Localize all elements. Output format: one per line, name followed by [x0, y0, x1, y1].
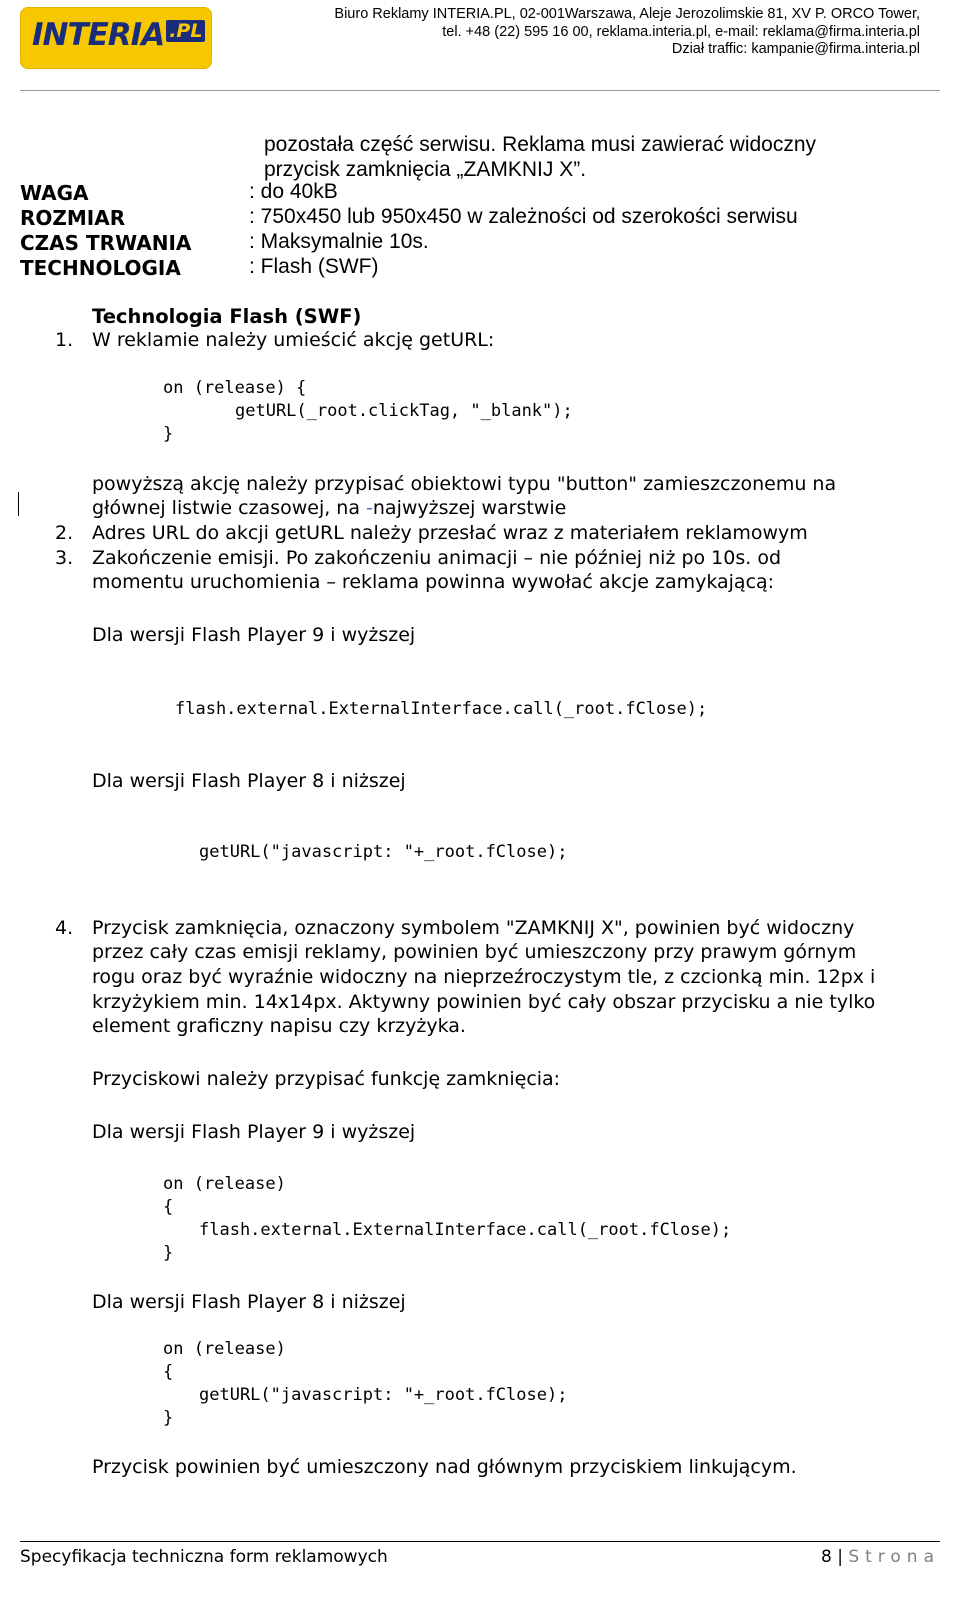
intro-line-2: przycisk zamknięcia „ZAMKNIJ X”. [264, 158, 587, 181]
item-1-number: 1. [55, 329, 74, 351]
code-5-line-4: } [163, 1408, 174, 1428]
code-4-line-3: flash.external.ExternalInterface.call(_root.fClose); [199, 1220, 732, 1240]
spec-value-czas: : Maksymalnie 10s. [249, 230, 429, 253]
code-5-line-2: { [163, 1362, 174, 1382]
note-text-c: najwyższej warstwie [372, 497, 567, 519]
code-3: getURL("javascript: "+_root.fClose); [199, 842, 568, 862]
code-4-line-4: } [163, 1243, 174, 1263]
section-title: Technologia Flash (SWF) [92, 305, 362, 328]
item-4-line-1: Przycisk zamknięcia, oznaczony symbolem "ZAMKNIJ X", powinien być widoczny [92, 917, 855, 939]
logo-text: INTERIA [32, 17, 165, 53]
header-divider [20, 90, 940, 91]
interia-logo [20, 7, 212, 69]
spec-value-technologia: : Flash (SWF) [249, 255, 379, 278]
intro-line-1: pozostała część serwisu. Reklama musi zawierać widoczny [264, 133, 817, 156]
spec-label-rozmiar: ROZMIAR [20, 206, 126, 230]
contact-line-3: Dział traffic: kampanie@firma.interia.pl [671, 41, 920, 57]
footer-page [821, 1547, 940, 1567]
note-dash: - [366, 497, 373, 519]
item-1-note-line-1: powyższą akcję należy przypisać obiektowi typu "button" zamieszczonemu na [92, 473, 837, 495]
spec-label-technologia: TECHNOLOGIA [20, 256, 181, 280]
code-1-line-1: on (release) { [163, 378, 307, 398]
item-1-note-line-2 [92, 496, 566, 521]
code-1-line-3: } [163, 424, 174, 444]
footer-doc-title: Specyfikacja techniczna form reklamowych [20, 1547, 388, 1567]
item-3-line-1: Zakończenie emisji. Po zakończeniu animacji – nie później niż po 10s. od [92, 547, 782, 569]
item-4-line-3: rogu oraz być wyraźnie widoczny na nieprzeźroczystym tle, z czcionką min. 12px i [92, 966, 876, 988]
note-text-a: głównej listwie czasowej, na [92, 497, 367, 519]
code-2: flash.external.ExternalInterface.call(_root.fClose); [175, 699, 708, 719]
code-1-line-2: getURL(_root.clickTag, "_blank"); [235, 401, 573, 421]
code-4-line-1: on (release) [163, 1174, 286, 1194]
flash-player-9-label-a: Dla wersji Flash Player 9 i wyższej [92, 624, 416, 646]
item-4-line-4: krzyżykiem min. 14x14px. Aktywny powinien być cały obszar przycisku a nie tylko [92, 991, 876, 1013]
intro-text [264, 132, 816, 182]
page-separator: | [837, 1547, 843, 1567]
code-4-line-2: { [163, 1197, 174, 1217]
item-3-number: 3. [55, 547, 74, 569]
item-4-number: 4. [55, 917, 74, 939]
code-5-line-1: on (release) [163, 1339, 286, 1359]
page-word: Strona [848, 1547, 940, 1567]
contact-line-2: tel. +48 (22) 595 16 00, reklama.interia.pl, e-mail: reklama@firma.interia.pl [442, 23, 920, 40]
assign-function-text: Przyciskowi należy przypisać funkcję zamknięcia: [92, 1068, 561, 1090]
header-contact [334, 6, 920, 59]
code-5-line-3: getURL("javascript: "+_root.fClose); [199, 1385, 568, 1405]
footer-divider [20, 1541, 940, 1542]
item-1-text: W reklamie należy umieścić akcję getURL: [92, 329, 495, 351]
logo-suffix: .PL [166, 20, 205, 42]
flash-player-9-label-b: Dla wersji Flash Player 9 i wyższej [92, 1121, 416, 1143]
contact-line-1: Biuro Reklamy INTERIA.PL, 02-001Warszawa, Aleje Jerozolimskie 81, XV P. ORCO Tower, [334, 6, 920, 22]
spec-label-waga: WAGA [20, 181, 89, 205]
flash-player-8-label-b: Dla wersji Flash Player 8 i niższej [92, 1291, 406, 1313]
change-bar [18, 492, 19, 516]
item-2-text: Adres URL do akcji getURL należy przesłać wraz z materiałem reklamowym [92, 522, 808, 544]
page-number: 8 [820, 1547, 832, 1567]
spec-label-czas: CZAS TRWANIA [20, 231, 192, 255]
item-4-line-2: przez cały czas emisji reklamy, powinien być umieszczony przy prawym górnym [92, 941, 857, 963]
item-2-number: 2. [55, 522, 74, 544]
spec-value-waga: : do 40kB [249, 180, 338, 203]
flash-player-8-label-a: Dla wersji Flash Player 8 i niższej [92, 770, 406, 792]
final-text: Przycisk powinien być umieszczony nad głównym przyciskiem linkującym. [92, 1456, 797, 1478]
item-4-line-5: element graficzny napisu czy krzyżyka. [92, 1015, 466, 1037]
item-3-line-2: momentu uruchomienia – reklama powinna wywołać akcje zamykającą: [92, 571, 775, 593]
spec-value-rozmiar: : 750x450 lub 950x450 w zależności od szerokości serwisu [249, 205, 798, 228]
